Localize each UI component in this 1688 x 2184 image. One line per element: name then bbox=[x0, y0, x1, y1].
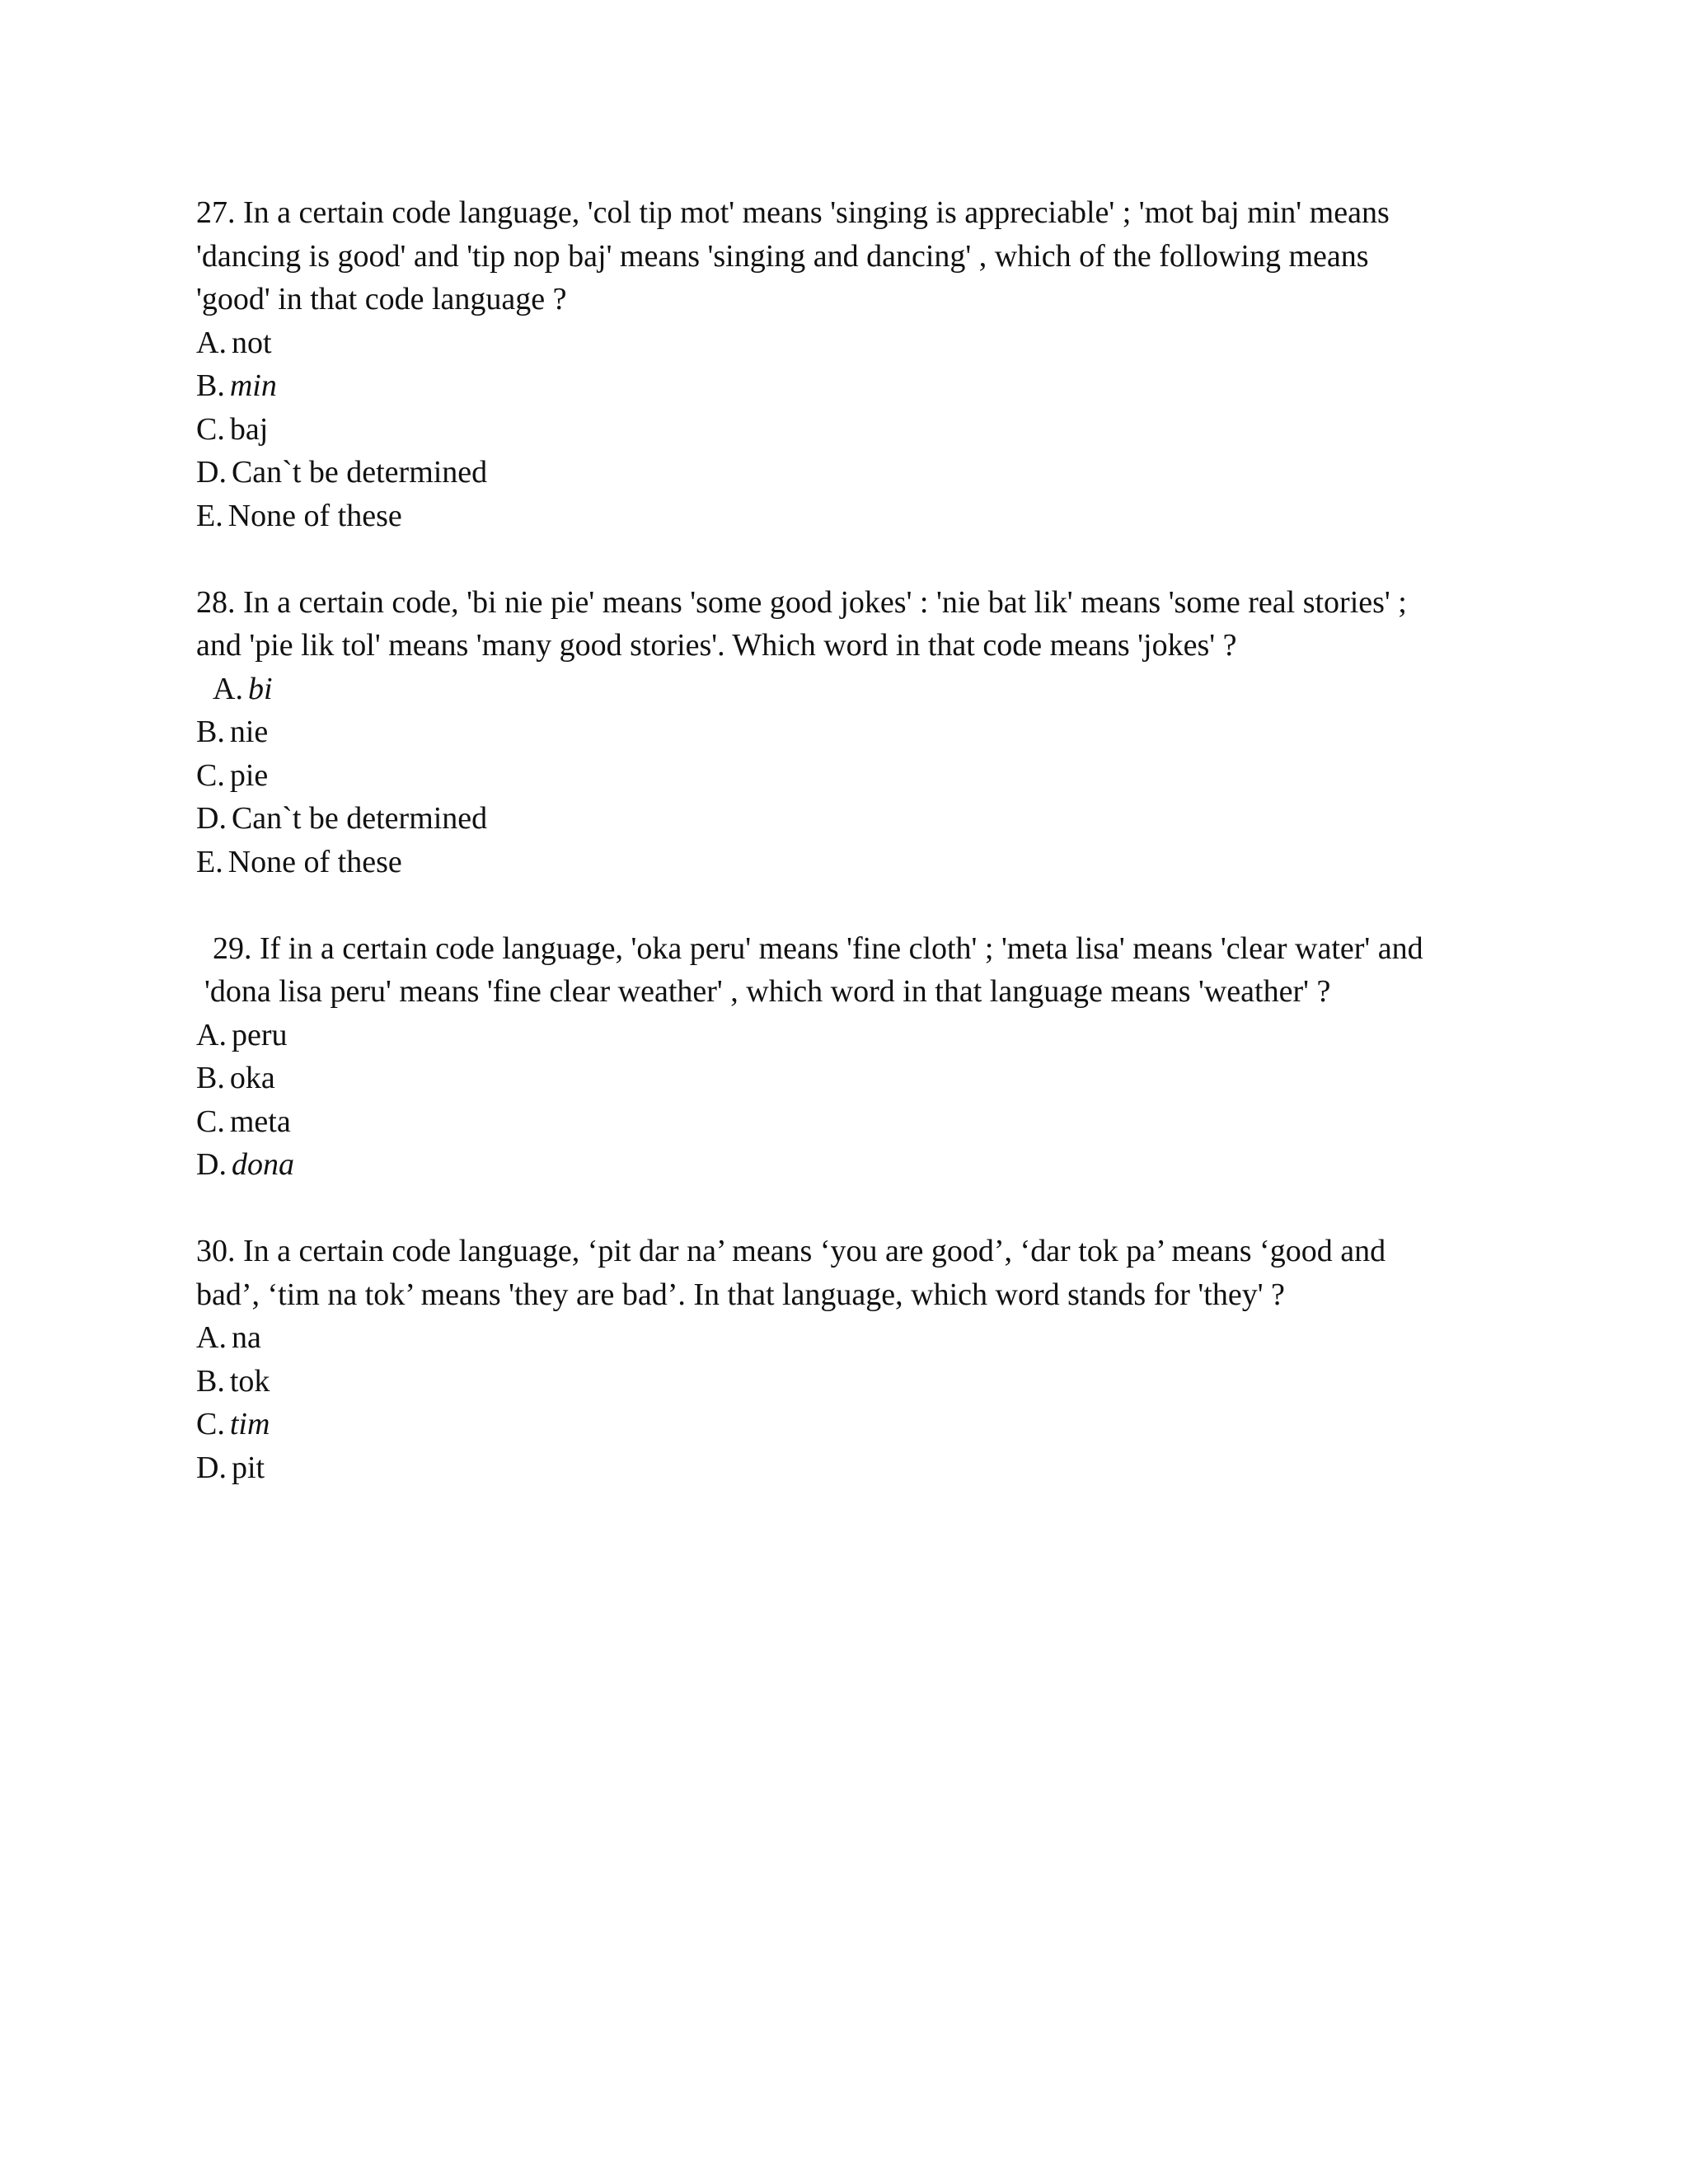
option-d: D. dona bbox=[196, 1147, 294, 1182]
option-a: A. bi bbox=[213, 671, 273, 706]
option-b: B. nie bbox=[196, 715, 269, 749]
question-30-text bbox=[196, 1230, 1482, 1316]
option-c: C. meta bbox=[196, 1104, 291, 1139]
question-text-line: 'dona lisa peru' means 'fine clear weather' , which word in that language means 'weather' ? bbox=[204, 974, 1331, 1009]
option-a: A. not bbox=[196, 325, 272, 360]
option-c: C. baj bbox=[196, 411, 269, 447]
question-28-text bbox=[196, 581, 1482, 668]
option-b: B. tok bbox=[196, 1363, 270, 1399]
question-text-line: bad’, ‘tim na tok’ means 'they are bad’. In that language, which word stands for 'they' ? bbox=[196, 1277, 1285, 1312]
question-29-text bbox=[196, 927, 1482, 1014]
question-text-line: 30. In a certain code language, ‘pit dar na’ means ‘you are good’, ‘dar tok pa’ means ‘good and bbox=[196, 1234, 1386, 1268]
option-c: C. pie bbox=[196, 757, 269, 793]
question-27 bbox=[196, 191, 1482, 537]
option-d: D. Can`t be determined bbox=[196, 801, 488, 836]
option-b: B. min bbox=[196, 368, 277, 403]
option-d: D. Can`t be determined bbox=[196, 455, 488, 490]
option-c: C. tim bbox=[196, 1407, 270, 1441]
document-page bbox=[196, 191, 1482, 1533]
question-text-line: and 'pie lik tol' means 'many good stories'. Which word in that code means 'jokes' ? bbox=[196, 628, 1237, 663]
option-a: A. peru bbox=[196, 1017, 288, 1052]
option-b: B. oka bbox=[196, 1061, 275, 1095]
question-29 bbox=[196, 927, 1482, 1187]
question-30 bbox=[196, 1230, 1482, 1489]
question-28 bbox=[196, 581, 1482, 884]
option-d: D. pit bbox=[196, 1450, 265, 1485]
question-text-line: 'dancing is good' and 'tip nop baj' means 'singing and dancing' , which of the following means bbox=[196, 238, 1369, 274]
question-text-line: 29. If in a certain code language, 'oka peru' means 'fine cloth' ; 'meta lisa' means 'clear water' and bbox=[213, 930, 1423, 966]
option-a: A. na bbox=[196, 1320, 261, 1355]
question-text-line: 28. In a certain code, 'bi nie pie' means 'some good jokes' : 'nie bat lik' means 'some real stories' ; bbox=[196, 584, 1407, 620]
option-e: E. None of these bbox=[196, 498, 402, 533]
question-text-line: 'good' in that code language ? bbox=[196, 282, 567, 316]
option-e: E. None of these bbox=[196, 844, 402, 879]
question-text-line: 27. In a certain code language, 'col tip mot' means 'singing is appreciable' ; 'mot baj min' means bbox=[196, 195, 1390, 230]
question-27-text bbox=[196, 191, 1482, 321]
